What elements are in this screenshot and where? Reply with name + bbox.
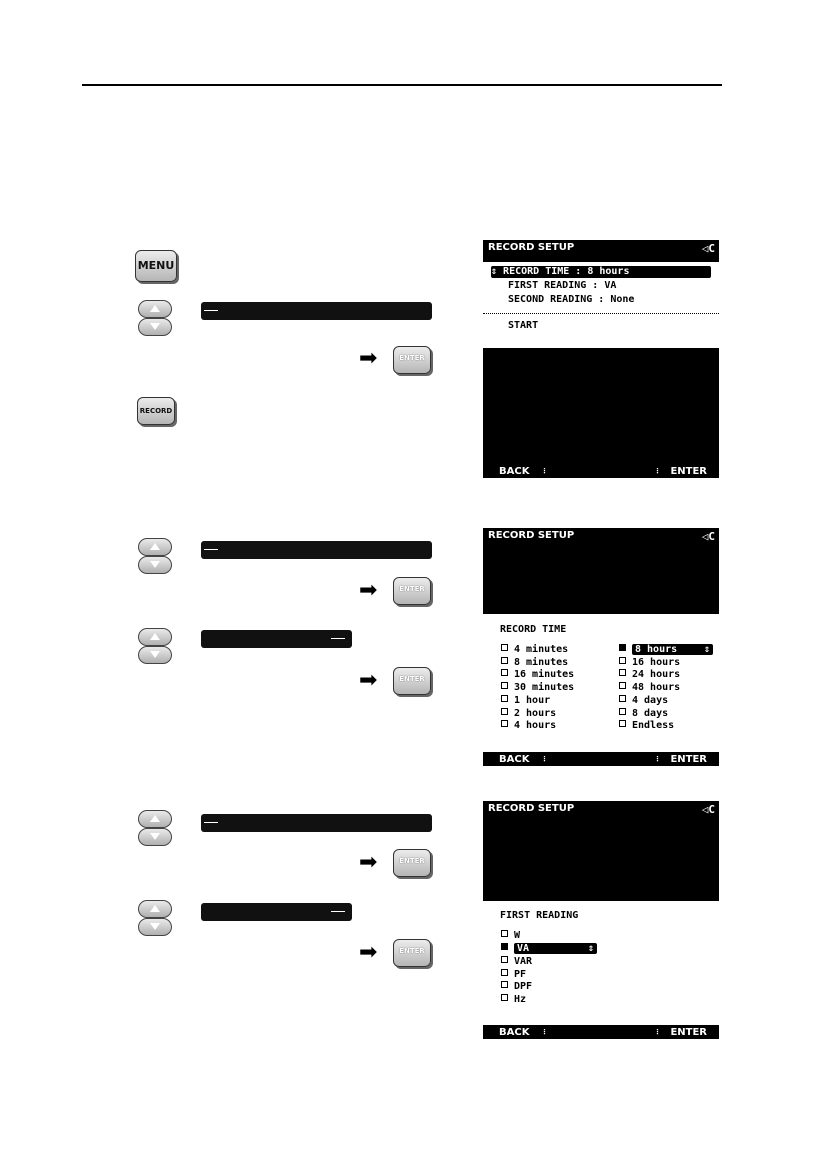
- up-arrow-button[interactable]: [138, 810, 172, 828]
- enter-button[interactable]: ENTER: [393, 577, 431, 605]
- screen-title: RECORD SETUP: [488, 803, 575, 814]
- right-arrow-icon: ➡: [359, 578, 378, 603]
- selection-bar: [201, 630, 352, 648]
- option-30-minutes[interactable]: 30 minutes: [501, 682, 574, 693]
- setup-item-first-reading[interactable]: FIRST READING : VA: [508, 280, 617, 291]
- right-arrow-icon: ➡: [359, 346, 378, 371]
- up-down-arrow-keys[interactable]: [138, 900, 172, 936]
- up-arrow-icon: [150, 633, 160, 640]
- back-softkey[interactable]: BACK: [499, 466, 530, 477]
- down-arrow-button[interactable]: [138, 918, 172, 936]
- enter-softkey[interactable]: ENTER: [670, 466, 707, 477]
- header-rule: [82, 84, 722, 86]
- first-reading-panel: [483, 901, 719, 1025]
- power-plug-icon: ◁C: [701, 530, 715, 543]
- right-arrow-icon: ➡: [359, 940, 378, 965]
- option-8-hours[interactable]: 8 hours ⇕: [619, 644, 713, 655]
- option-var[interactable]: VAR: [501, 956, 532, 967]
- softkey-bar: BACK ⋮ ⋮ ENTER: [499, 1027, 707, 1038]
- enter-softkey[interactable]: ENTER: [670, 754, 707, 765]
- option-w[interactable]: W: [501, 930, 520, 941]
- up-arrow-button[interactable]: [138, 538, 172, 556]
- record-time-heading: RECORD TIME: [500, 624, 567, 635]
- power-plug-icon: ◁C: [701, 242, 715, 255]
- enter-button[interactable]: ENTER: [393, 667, 431, 695]
- selection-bar: [201, 814, 432, 832]
- up-down-arrow-keys[interactable]: [138, 810, 172, 846]
- option-24-hours[interactable]: 24 hours: [619, 669, 680, 680]
- selection-bar: [201, 903, 352, 921]
- option-va[interactable]: VA ⇕: [501, 943, 597, 954]
- record-time-panel: [483, 614, 719, 752]
- enter-button[interactable]: ENTER: [393, 346, 431, 374]
- power-plug-icon: ◁C: [701, 803, 715, 816]
- divider: [483, 313, 719, 314]
- option-hz[interactable]: Hz: [501, 994, 526, 1005]
- down-arrow-icon: [150, 651, 160, 658]
- right-arrow-icon: ➡: [359, 668, 378, 693]
- option-16-minutes[interactable]: 16 minutes: [501, 669, 574, 680]
- record-time-screen: [483, 528, 719, 766]
- down-arrow-button[interactable]: [138, 318, 172, 336]
- setup-item-record-time[interactable]: ⇕ RECORD TIME : 8 hours: [491, 266, 711, 278]
- setup-item-label: RECORD TIME : 8 hours: [503, 266, 630, 277]
- down-arrow-button[interactable]: [138, 556, 172, 574]
- right-arrow-icon: ➡: [359, 850, 378, 875]
- up-down-arrow-keys[interactable]: [138, 538, 172, 574]
- up-arrow-button[interactable]: [138, 628, 172, 646]
- option-2-hours[interactable]: 2 hours: [501, 708, 556, 719]
- up-down-arrow-keys[interactable]: [138, 300, 172, 336]
- selection-bar: [201, 541, 432, 559]
- up-down-arrow-keys[interactable]: [138, 628, 172, 664]
- enter-button[interactable]: ENTER: [393, 849, 431, 877]
- option-8-days[interactable]: 8 days: [619, 708, 668, 719]
- back-softkey[interactable]: BACK: [499, 754, 530, 765]
- enter-button[interactable]: ENTER: [393, 939, 431, 967]
- down-arrow-icon: [150, 323, 160, 330]
- up-arrow-icon: [150, 543, 160, 550]
- setup-item-second-reading[interactable]: SECOND READING : None: [508, 294, 635, 305]
- softkey-bar: BACK ⋮ ⋮ ENTER: [499, 754, 707, 765]
- back-softkey[interactable]: BACK: [499, 1027, 530, 1038]
- start-item[interactable]: START: [508, 320, 539, 331]
- record-button[interactable]: RECORD: [137, 397, 175, 425]
- option-8-minutes[interactable]: 8 minutes: [501, 657, 568, 668]
- option-endless[interactable]: Endless: [619, 720, 674, 731]
- down-arrow-button[interactable]: [138, 828, 172, 846]
- option-pf[interactable]: PF: [501, 969, 526, 980]
- down-arrow-icon: [150, 561, 160, 568]
- selection-bar: [201, 302, 432, 320]
- option-dpf[interactable]: DPF: [501, 981, 532, 992]
- softkey-bar: BACK ⋮ ⋮ ENTER: [499, 466, 707, 477]
- up-arrow-button[interactable]: [138, 900, 172, 918]
- option-16-hours[interactable]: 16 hours: [619, 657, 680, 668]
- record-setup-screen-1: [483, 240, 719, 478]
- down-arrow-icon: [150, 833, 160, 840]
- option-4-days[interactable]: 4 days: [619, 695, 668, 706]
- first-reading-screen: [483, 801, 719, 1039]
- menu-button[interactable]: MENU: [135, 250, 177, 282]
- screen-title: RECORD SETUP: [488, 242, 575, 253]
- option-48-hours[interactable]: 48 hours: [619, 682, 680, 693]
- option-4-hours[interactable]: 4 hours: [501, 720, 556, 731]
- screen-title: RECORD SETUP: [488, 530, 575, 541]
- setup-panel: [483, 262, 719, 348]
- up-arrow-button[interactable]: [138, 300, 172, 318]
- up-arrow-icon: [150, 905, 160, 912]
- down-arrow-icon: [150, 923, 160, 930]
- down-arrow-button[interactable]: [138, 646, 172, 664]
- option-1-hour[interactable]: 1 hour: [501, 695, 550, 706]
- first-reading-heading: FIRST READING: [500, 910, 579, 921]
- option-4-minutes[interactable]: 4 minutes: [501, 644, 568, 655]
- up-arrow-icon: [150, 815, 160, 822]
- up-arrow-icon: [150, 305, 160, 312]
- enter-softkey[interactable]: ENTER: [670, 1027, 707, 1038]
